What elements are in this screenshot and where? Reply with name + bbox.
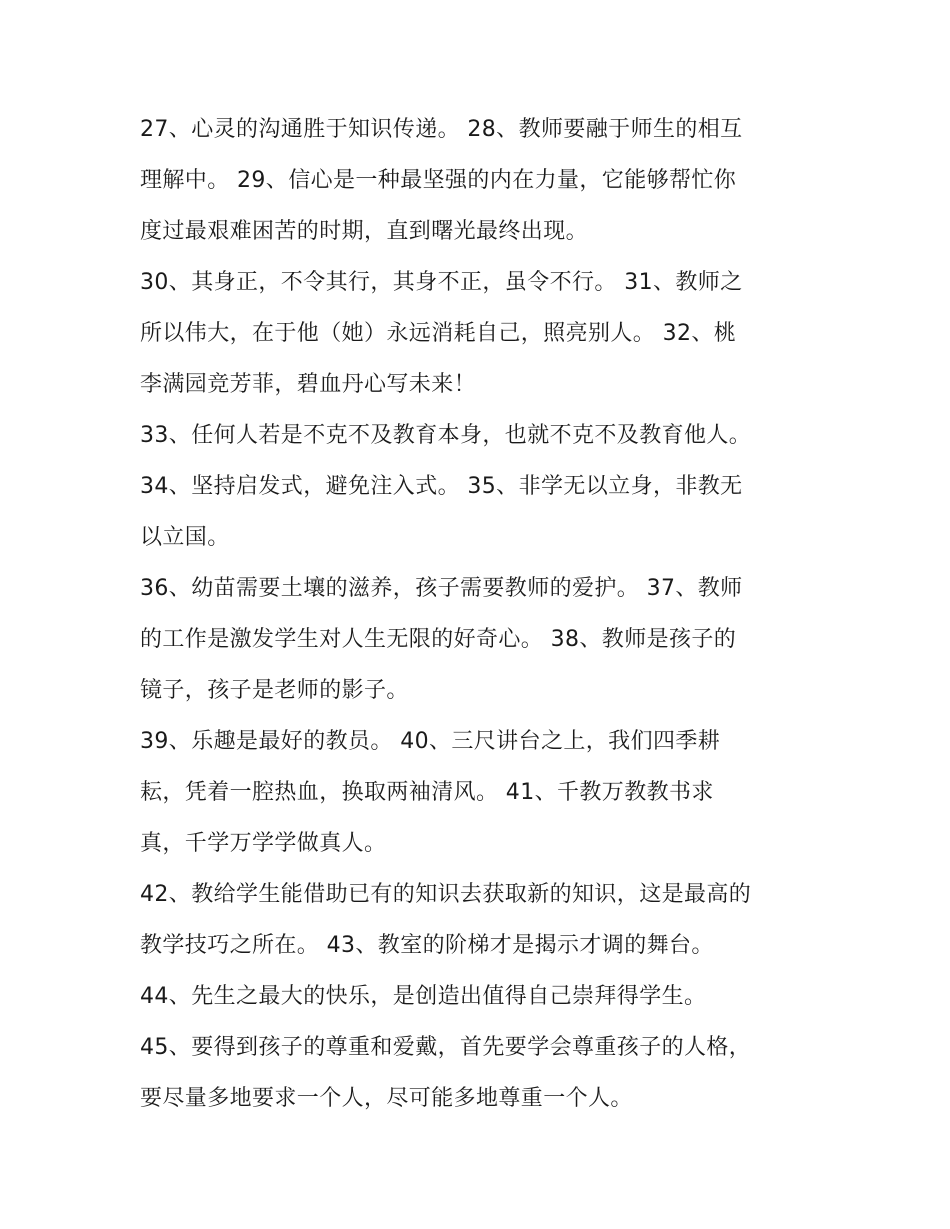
text-line: 36、幼苗需要土壤的滋养，孩子需要教师的爱护。 37、教师 <box>140 576 743 601</box>
text-line: 27、心灵的沟通胜于知识传递。 28、教师要融于师生的相互 <box>140 117 743 142</box>
text-line: 所以伟大，在于他（她）永远消耗自己，照亮别人。 32、桃 <box>140 321 737 346</box>
text-line: 耘，凭着一腔热血，换取两袖清风。 41、千教万教教书求 <box>140 780 714 805</box>
text-line: 42、教给学生能借助已有的知识去获取新的知识，这是最高的 <box>140 882 752 907</box>
text-line: 理解中。 29、信心是一种最坚强的内在力量，它能够帮忙你 <box>140 168 737 193</box>
text-line: 44、先生之最大的快乐，是创造出值得自己崇拜得学生。 <box>140 984 707 1009</box>
text-line: 34、坚持启发式，避免注入式。 35、非学无以立身，非教无 <box>140 474 743 499</box>
text-line: 教学技巧之所在。 43、教室的阶梯才是揭示才调的舞台。 <box>140 933 714 958</box>
text-line: 真，千学万学学做真人。 <box>140 831 387 856</box>
text-line: 李满园竞芳菲，碧血丹心写未来！ <box>140 372 477 397</box>
text-line: 度过最艰难困苦的时期，直到曙光最终出现。 <box>140 219 589 244</box>
text-line: 镜子，孩子是老师的影子。 <box>140 678 409 703</box>
document-body <box>140 104 820 1124</box>
text-line: 要尽量多地要求一个人，尽可能多地尊重一个人。 <box>140 1086 633 1111</box>
text-line: 以立国。 <box>140 525 230 550</box>
text-line: 30、其身正，不令其行，其身不正，虽令不行。 31、教师之 <box>140 270 743 295</box>
text-line: 的工作是激发学生对人生无限的好奇心。 38、教师是孩子的 <box>140 627 737 652</box>
text-line: 45、要得到孩子的尊重和爱戴，首先要学会尊重孩子的人格， <box>140 1035 752 1060</box>
text-line: 39、乐趣是最好的教员。 40、三尺讲台之上，我们四季耕 <box>140 729 721 754</box>
text-line: 33、任何人若是不克不及教育本身，也就不克不及教育他人。 <box>140 423 752 448</box>
